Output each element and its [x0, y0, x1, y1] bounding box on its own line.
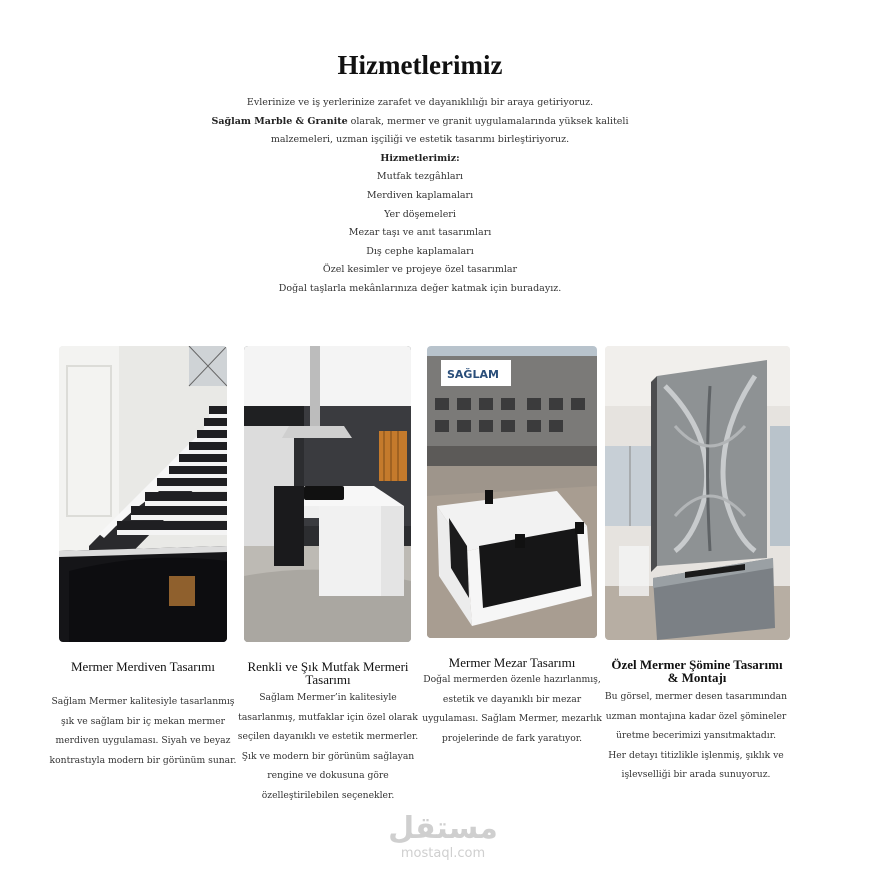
staircase-photo[interactable] — [59, 346, 227, 642]
kitchen-photo[interactable] — [244, 346, 411, 642]
intro-closing: Doğal taşlarla mekânlarınıza değer katmak için buradayız. — [278, 282, 562, 294]
svg-text:SAĞLAM: SAĞLAM — [447, 368, 499, 381]
staircase-photo-icon — [59, 346, 227, 642]
intro-line-3: malzemeleri, uzman işçiliği ve estetik tasarımı birleştiriyoruz. — [270, 134, 570, 146]
page-title: Hizmetlerimiz — [337, 50, 503, 80]
intro-line-2 — [120, 113, 720, 132]
card-4-description: Bu görsel, mermer desen tasarımından uzman montajına kadar özel şömineler üretme becerimizi yansıtmaktadır. Her detayı titizlikle işlenmiş, şıklık ve işlevselliği bir arada sunuyoruz. — [604, 691, 788, 780]
service-item-tomb: Mezar taşı ve anıt tasarımları — [348, 227, 492, 239]
service-item-kitchen: Mutfak tezgâhları — [376, 171, 464, 183]
card-2-description: Sağlam Mermer’in kalitesiyle tasarlanmış, mutfaklar için özel olarak seçilen dayanıklı ve estetik mermerler. Şık ve modern bir görünüm sağlayan rengine ve dokusuna göre özelleştirilebilen seçenekler. — [237, 692, 419, 801]
fireplace-photo-icon — [605, 346, 790, 640]
card-1-description: Sağlam Mermer kalitesiyle tasarlanmış şık ve sağlam bir iç mekan mermer merdiven uygulaması. Siyah ve beyaz kontrastıyla modern bir görünüm sunar. — [49, 696, 237, 766]
intro-line-2-rest: olarak, mermer ve granit uygulamalarında yüksek kaliteli — [347, 115, 629, 127]
kitchen-photo-icon — [244, 346, 411, 642]
card-3-title: Mermer Mezar Tasarımı — [448, 655, 576, 670]
intro-line-1: Evlerinize ve iş yerlerinize zarafet ve dayanıklılığı bir araya getiriyoruz. — [246, 97, 594, 108]
card-4-title: Özel Mermer Şömine Tasarımı & Montajı — [611, 657, 783, 685]
fireplace-photo[interactable] — [605, 346, 790, 640]
brand-name: Sağlam Marble & Granite — [211, 115, 348, 127]
tomb-photo[interactable] — [427, 346, 597, 638]
intro-text — [120, 94, 720, 299]
card-1-title: Mermer Merdiven Tasarımı — [71, 659, 215, 674]
service-item-stairs: Merdiven kaplamaları — [366, 189, 474, 201]
card-2-title: Renkli ve Şık Mutfak Mermeri Tasarımı — [247, 659, 409, 687]
watermark-logo: مستقل — [388, 811, 498, 846]
watermark-text: mostaql.com — [400, 846, 486, 861]
service-item-floor: Yer döşemeleri — [384, 208, 456, 220]
service-item-facade: Dış cephe kaplamaları — [366, 245, 474, 257]
service-item-custom: Özel kesimler ve projeye özel tasarımlar — [322, 264, 518, 276]
mostaql-watermark — [384, 812, 502, 861]
card-3-description: Doğal mermerden özenle hazırlanmış, estetik ve dayanıklı bir mezar uygulaması. Sağlam Mermer, mezarlık projelerinde de fark yaratıyor. — [422, 674, 602, 744]
tomb-photo-icon — [427, 346, 597, 638]
services-heading: Hizmetlerimiz: — [380, 152, 460, 164]
